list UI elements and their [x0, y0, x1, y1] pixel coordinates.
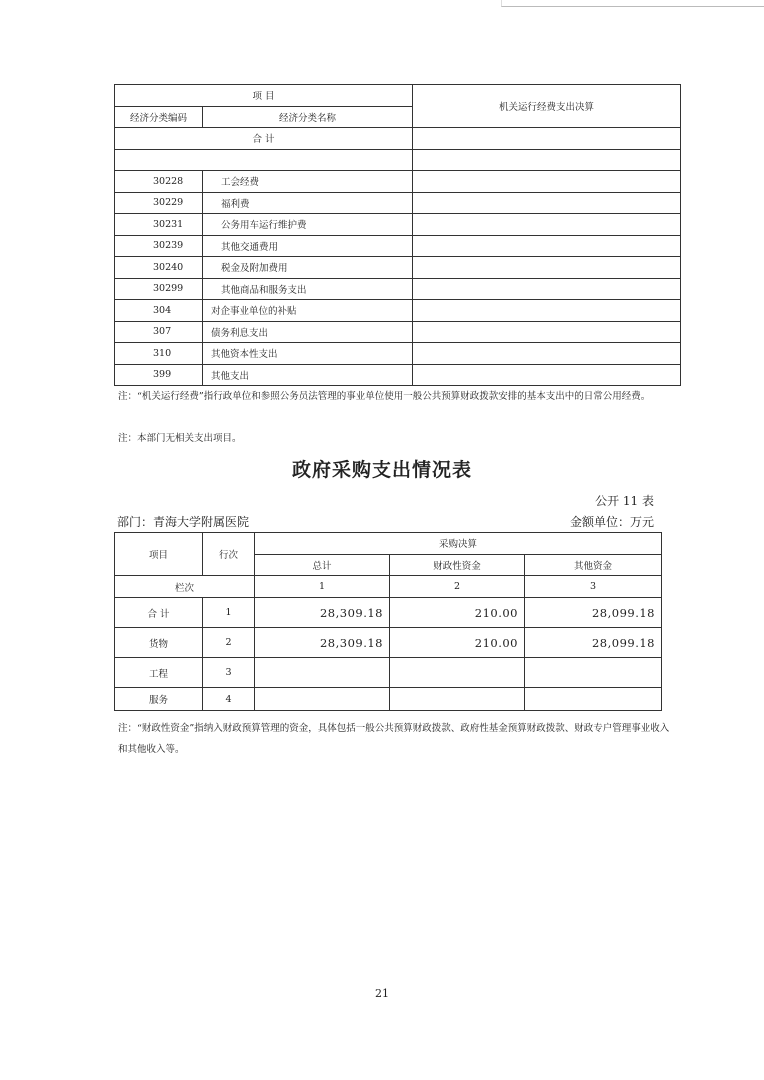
- table-row: [115, 343, 681, 365]
- item-name: 工程: [115, 658, 203, 688]
- fiscal-value: 210.00: [390, 598, 525, 628]
- total-value: 28,309.18: [255, 628, 390, 658]
- note-no-items: 注：本部门无相关支出项目。: [118, 433, 242, 444]
- table-row: [115, 171, 681, 193]
- economic-name: 福利费: [203, 192, 413, 214]
- total-amount: [413, 128, 681, 150]
- item-name: 合 计: [115, 598, 203, 628]
- table-header-row: [115, 533, 662, 555]
- economic-name: 工会经费: [203, 171, 413, 193]
- economic-name: 对企事业单位的补贴: [203, 300, 413, 322]
- table-row: [115, 364, 681, 386]
- header-economic-name: 经济分类名称: [203, 106, 413, 128]
- table-row: [115, 214, 681, 236]
- economic-code: 30299: [115, 278, 203, 300]
- header-project: 项 目: [115, 85, 413, 107]
- item-name: 货物: [115, 628, 203, 658]
- operating-expenses-table: [114, 84, 681, 386]
- table-row: [115, 658, 662, 688]
- blank-cell: [115, 149, 413, 171]
- economic-name: 其他商品和服务支出: [203, 278, 413, 300]
- economic-name: 其他资本性支出: [203, 343, 413, 365]
- table-row: [115, 192, 681, 214]
- economic-code: 310: [115, 343, 203, 365]
- table-row: [115, 321, 681, 343]
- total-value: [255, 688, 390, 711]
- fiscal-value: [390, 658, 525, 688]
- economic-code: 307: [115, 321, 203, 343]
- other-value: [525, 688, 662, 711]
- header-economic-code: 经济分类编码: [115, 106, 203, 128]
- blank-amount: [413, 149, 681, 171]
- other-value: 28,099.18: [525, 628, 662, 658]
- economic-name: 公务用车运行维护费: [203, 214, 413, 236]
- amount-cell: [413, 278, 681, 300]
- note-operating-expenses: 注：“机关运行经费”指行政单位和参照公务员法管理的事业单位使用一般公共预算财政拨款安排的基本支出中的日常公用经费。: [118, 391, 651, 402]
- amount-cell: [413, 300, 681, 322]
- table-row: [115, 628, 662, 658]
- table-row: [115, 235, 681, 257]
- other-value: [525, 658, 662, 688]
- header-other-funds: 其他资金: [525, 554, 662, 576]
- table-header-row: [115, 85, 681, 107]
- fiscal-value: [390, 688, 525, 711]
- total-label: 合 计: [115, 128, 413, 150]
- total-row: [115, 128, 681, 150]
- economic-name: 税金及附加费用: [203, 257, 413, 279]
- column-label: 栏次: [115, 576, 255, 598]
- line-number: 4: [203, 688, 255, 711]
- header-procurement-final: 采购决算: [255, 533, 662, 555]
- economic-code: 304: [115, 300, 203, 322]
- fiscal-value: 210.00: [390, 628, 525, 658]
- total-value: 28,309.18: [255, 598, 390, 628]
- economic-name: 其他支出: [203, 364, 413, 386]
- header-fiscal-funds: 财政性资金: [390, 554, 525, 576]
- form-number: 公开 11 表: [595, 494, 654, 508]
- economic-name: 债务利息支出: [203, 321, 413, 343]
- amount-cell: [413, 321, 681, 343]
- column-number-3: 3: [525, 576, 662, 598]
- other-value: 28,099.18: [525, 598, 662, 628]
- procurement-table: [114, 532, 662, 711]
- page-title: 政府采购支出情况表: [291, 459, 472, 481]
- economic-name: 其他交通费用: [203, 235, 413, 257]
- header-item: 项目: [115, 533, 203, 576]
- column-number-2: 2: [390, 576, 525, 598]
- line-number: 3: [203, 658, 255, 688]
- amount-cell: [413, 343, 681, 365]
- note-fiscal-funds: 注：“财政性资金”指纳入财政预算管理的资金，具体包括一般公共预算财政拨款、政府性基金预算财政拨款、财政专户管理事业收入和其他收入等。: [118, 723, 670, 755]
- line-number: 1: [203, 598, 255, 628]
- page-corner-edge: [501, 0, 764, 7]
- economic-code: 30239: [115, 235, 203, 257]
- department-label: 部门：青海大学附属医院: [117, 515, 250, 529]
- table-row: [115, 257, 681, 279]
- economic-code: 30229: [115, 192, 203, 214]
- amount-cell: [413, 364, 681, 386]
- table-row: [115, 688, 662, 711]
- header-line-number: 行次: [203, 533, 255, 576]
- economic-code: 30231: [115, 214, 203, 236]
- amount-cell: [413, 235, 681, 257]
- header-total: 总计: [255, 554, 390, 576]
- amount-unit-label: 金额单位：万元: [569, 515, 654, 529]
- line-number: 2: [203, 628, 255, 658]
- item-name: 服务: [115, 688, 203, 711]
- amount-cell: [413, 171, 681, 193]
- page-number: 21: [375, 987, 389, 1000]
- table-row: [115, 278, 681, 300]
- amount-cell: [413, 192, 681, 214]
- header-operating-expenses: 机关运行经费支出决算: [413, 85, 681, 128]
- column-number-1: 1: [255, 576, 390, 598]
- amount-cell: [413, 257, 681, 279]
- economic-code: 30228: [115, 171, 203, 193]
- column-number-row: [115, 576, 662, 598]
- total-value: [255, 658, 390, 688]
- table-row: [115, 598, 662, 628]
- blank-row: [115, 149, 681, 171]
- economic-code: 399: [115, 364, 203, 386]
- economic-code: 30240: [115, 257, 203, 279]
- table-row: [115, 300, 681, 322]
- amount-cell: [413, 214, 681, 236]
